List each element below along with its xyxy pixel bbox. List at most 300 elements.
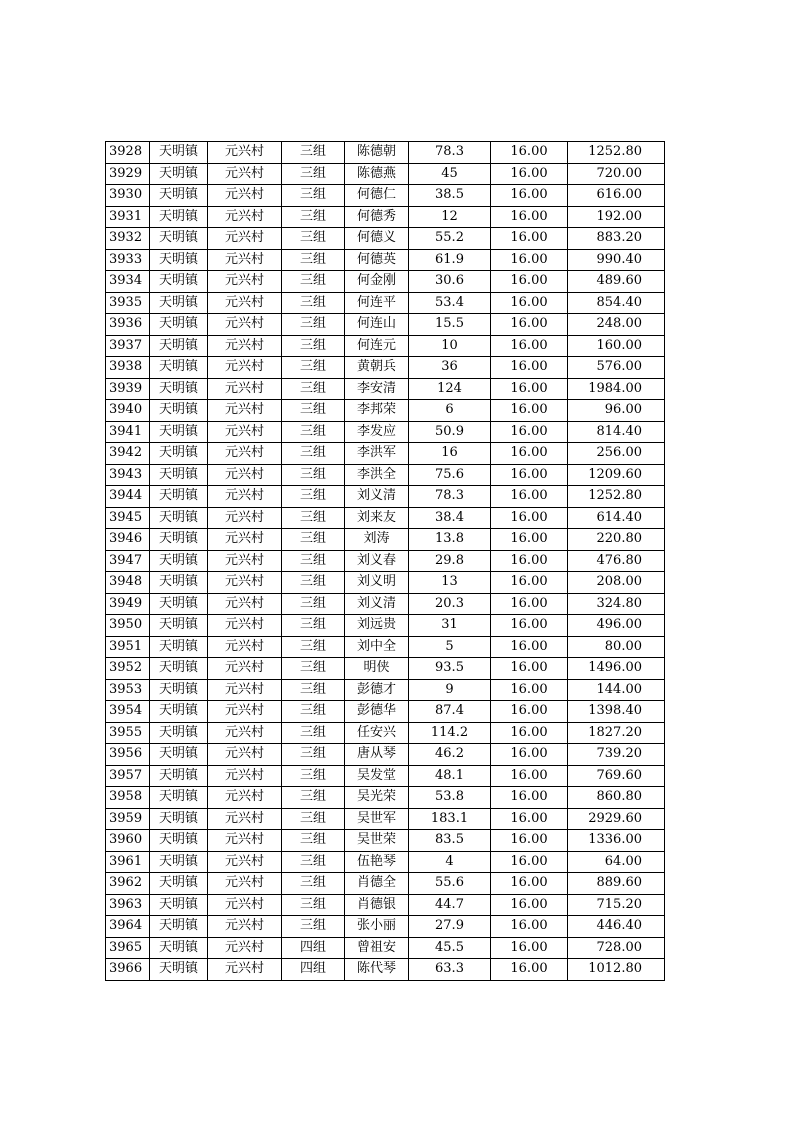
cell-serial-no: 3934: [106, 271, 150, 293]
cell-group: 三组: [282, 851, 345, 873]
cell-rate: 16.00: [491, 142, 568, 164]
cell-name: 唐从琴: [345, 744, 409, 766]
cell-rate: 16.00: [491, 357, 568, 379]
cell-village: 元兴村: [208, 529, 282, 551]
cell-village: 元兴村: [208, 636, 282, 658]
cell-area: 27.9: [409, 916, 491, 938]
cell-name: 刘义清: [345, 593, 409, 615]
cell-serial-no: 3965: [106, 937, 150, 959]
table-row: [106, 550, 665, 572]
cell-town: 天明镇: [150, 593, 208, 615]
cell-name: 何德义: [345, 228, 409, 250]
cell-amount: 720.00: [568, 163, 665, 185]
cell-name: 吴光荣: [345, 787, 409, 809]
cell-name: 刘义春: [345, 550, 409, 572]
table-row: [106, 787, 665, 809]
cell-name: 李安清: [345, 378, 409, 400]
table-row: [106, 701, 665, 723]
cell-serial-no: 3966: [106, 959, 150, 981]
cell-area: 83.5: [409, 830, 491, 852]
cell-name: 刘来友: [345, 507, 409, 529]
cell-name: 李邦荣: [345, 400, 409, 422]
table-body: [106, 142, 665, 981]
cell-amount: 739.20: [568, 744, 665, 766]
cell-village: 元兴村: [208, 722, 282, 744]
cell-rate: 16.00: [491, 335, 568, 357]
cell-area: 20.3: [409, 593, 491, 615]
cell-group: 三组: [282, 808, 345, 830]
cell-amount: 324.80: [568, 593, 665, 615]
table-row: [106, 615, 665, 637]
cell-group: 三组: [282, 228, 345, 250]
cell-town: 天明镇: [150, 464, 208, 486]
cell-name: 肖德全: [345, 873, 409, 895]
cell-serial-no: 3960: [106, 830, 150, 852]
cell-group: 三组: [282, 916, 345, 938]
table-row: [106, 529, 665, 551]
table-row: [106, 421, 665, 443]
cell-name: 明侠: [345, 658, 409, 680]
cell-village: 元兴村: [208, 249, 282, 271]
cell-town: 天明镇: [150, 873, 208, 895]
cell-group: 三组: [282, 722, 345, 744]
cell-serial-no: 3932: [106, 228, 150, 250]
cell-rate: 16.00: [491, 550, 568, 572]
cell-amount: 248.00: [568, 314, 665, 336]
cell-town: 天明镇: [150, 851, 208, 873]
cell-village: 元兴村: [208, 658, 282, 680]
cell-town: 天明镇: [150, 744, 208, 766]
cell-rate: 16.00: [491, 421, 568, 443]
cell-amount: 889.60: [568, 873, 665, 895]
cell-name: 何德秀: [345, 206, 409, 228]
cell-village: 元兴村: [208, 851, 282, 873]
cell-town: 天明镇: [150, 486, 208, 508]
cell-town: 天明镇: [150, 894, 208, 916]
cell-village: 元兴村: [208, 314, 282, 336]
cell-name: 何连元: [345, 335, 409, 357]
table-row: [106, 163, 665, 185]
cell-amount: 476.80: [568, 550, 665, 572]
cell-town: 天明镇: [150, 378, 208, 400]
cell-area: 9: [409, 679, 491, 701]
cell-serial-no: 3930: [106, 185, 150, 207]
cell-village: 元兴村: [208, 292, 282, 314]
cell-village: 元兴村: [208, 615, 282, 637]
cell-name: 刘义明: [345, 572, 409, 594]
cell-village: 元兴村: [208, 830, 282, 852]
table-row: [106, 314, 665, 336]
cell-rate: 16.00: [491, 744, 568, 766]
cell-rate: 16.00: [491, 378, 568, 400]
cell-group: 三组: [282, 572, 345, 594]
cell-town: 天明镇: [150, 271, 208, 293]
cell-area: 46.2: [409, 744, 491, 766]
cell-group: 三组: [282, 357, 345, 379]
cell-name: 何连山: [345, 314, 409, 336]
cell-town: 天明镇: [150, 937, 208, 959]
cell-amount: 1984.00: [568, 378, 665, 400]
cell-group: 三组: [282, 701, 345, 723]
subsidy-register-table: [105, 141, 665, 981]
cell-amount: 220.80: [568, 529, 665, 551]
cell-name: 刘涛: [345, 529, 409, 551]
cell-group: 三组: [282, 830, 345, 852]
cell-rate: 16.00: [491, 292, 568, 314]
cell-rate: 16.00: [491, 464, 568, 486]
cell-town: 天明镇: [150, 357, 208, 379]
cell-town: 天明镇: [150, 443, 208, 465]
cell-amount: 715.20: [568, 894, 665, 916]
cell-serial-no: 3950: [106, 615, 150, 637]
cell-group: 三组: [282, 486, 345, 508]
cell-name: 伍艳琴: [345, 851, 409, 873]
cell-rate: 16.00: [491, 400, 568, 422]
table-row: [106, 679, 665, 701]
cell-rate: 16.00: [491, 808, 568, 830]
cell-serial-no: 3953: [106, 679, 150, 701]
cell-area: 50.9: [409, 421, 491, 443]
cell-rate: 16.00: [491, 271, 568, 293]
cell-serial-no: 3946: [106, 529, 150, 551]
cell-serial-no: 3940: [106, 400, 150, 422]
cell-amount: 614.40: [568, 507, 665, 529]
cell-area: 93.5: [409, 658, 491, 680]
cell-name: 李洪军: [345, 443, 409, 465]
cell-village: 元兴村: [208, 443, 282, 465]
cell-amount: 496.00: [568, 615, 665, 637]
cell-village: 元兴村: [208, 894, 282, 916]
cell-group: 三组: [282, 765, 345, 787]
cell-town: 天明镇: [150, 228, 208, 250]
cell-town: 天明镇: [150, 550, 208, 572]
cell-town: 天明镇: [150, 314, 208, 336]
cell-area: 45.5: [409, 937, 491, 959]
cell-serial-no: 3963: [106, 894, 150, 916]
cell-serial-no: 3956: [106, 744, 150, 766]
cell-area: 61.9: [409, 249, 491, 271]
cell-town: 天明镇: [150, 249, 208, 271]
cell-serial-no: 3935: [106, 292, 150, 314]
cell-rate: 16.00: [491, 228, 568, 250]
cell-village: 元兴村: [208, 744, 282, 766]
cell-town: 天明镇: [150, 830, 208, 852]
cell-amount: 96.00: [568, 400, 665, 422]
table-row: [106, 937, 665, 959]
cell-rate: 16.00: [491, 894, 568, 916]
cell-group: 三组: [282, 443, 345, 465]
cell-village: 元兴村: [208, 185, 282, 207]
cell-village: 元兴村: [208, 357, 282, 379]
cell-group: 三组: [282, 142, 345, 164]
cell-amount: 446.40: [568, 916, 665, 938]
table-row: [106, 572, 665, 594]
cell-rate: 16.00: [491, 486, 568, 508]
cell-area: 75.6: [409, 464, 491, 486]
cell-serial-no: 3944: [106, 486, 150, 508]
cell-town: 天明镇: [150, 636, 208, 658]
cell-area: 36: [409, 357, 491, 379]
cell-town: 天明镇: [150, 400, 208, 422]
table-row: [106, 808, 665, 830]
cell-rate: 16.00: [491, 722, 568, 744]
cell-town: 天明镇: [150, 765, 208, 787]
cell-amount: 990.40: [568, 249, 665, 271]
cell-serial-no: 3945: [106, 507, 150, 529]
cell-serial-no: 3949: [106, 593, 150, 615]
table-row: [106, 335, 665, 357]
cell-town: 天明镇: [150, 335, 208, 357]
cell-name: 刘远贵: [345, 615, 409, 637]
table-row: [106, 400, 665, 422]
cell-serial-no: 3929: [106, 163, 150, 185]
cell-name: 彭德华: [345, 701, 409, 723]
cell-name: 吴世荣: [345, 830, 409, 852]
cell-serial-no: 3931: [106, 206, 150, 228]
cell-name: 何连平: [345, 292, 409, 314]
cell-rate: 16.00: [491, 830, 568, 852]
cell-rate: 16.00: [491, 851, 568, 873]
cell-name: 黄朝兵: [345, 357, 409, 379]
cell-rate: 16.00: [491, 529, 568, 551]
cell-group: 三组: [282, 249, 345, 271]
cell-amount: 814.40: [568, 421, 665, 443]
cell-village: 元兴村: [208, 593, 282, 615]
cell-group: 三组: [282, 636, 345, 658]
cell-serial-no: 3955: [106, 722, 150, 744]
cell-town: 天明镇: [150, 722, 208, 744]
cell-amount: 1398.40: [568, 701, 665, 723]
cell-serial-no: 3951: [106, 636, 150, 658]
cell-group: 三组: [282, 615, 345, 637]
cell-name: 李洪全: [345, 464, 409, 486]
cell-village: 元兴村: [208, 873, 282, 895]
cell-amount: 1496.00: [568, 658, 665, 680]
cell-area: 78.3: [409, 486, 491, 508]
table-row: [106, 249, 665, 271]
cell-amount: 192.00: [568, 206, 665, 228]
cell-rate: 16.00: [491, 206, 568, 228]
table-row: [106, 185, 665, 207]
cell-serial-no: 3948: [106, 572, 150, 594]
cell-amount: 1827.20: [568, 722, 665, 744]
cell-serial-no: 3954: [106, 701, 150, 723]
cell-town: 天明镇: [150, 142, 208, 164]
cell-amount: 883.20: [568, 228, 665, 250]
cell-serial-no: 3939: [106, 378, 150, 400]
cell-serial-no: 3941: [106, 421, 150, 443]
cell-group: 三组: [282, 464, 345, 486]
cell-area: 55.6: [409, 873, 491, 895]
cell-rate: 16.00: [491, 163, 568, 185]
cell-amount: 854.40: [568, 292, 665, 314]
cell-rate: 16.00: [491, 615, 568, 637]
cell-group: 三组: [282, 314, 345, 336]
table-row: [106, 443, 665, 465]
cell-area: 53.8: [409, 787, 491, 809]
table-row: [106, 378, 665, 400]
cell-town: 天明镇: [150, 701, 208, 723]
cell-rate: 16.00: [491, 636, 568, 658]
cell-area: 16: [409, 443, 491, 465]
cell-group: 三组: [282, 507, 345, 529]
cell-group: 三组: [282, 271, 345, 293]
cell-name: 何德仁: [345, 185, 409, 207]
cell-amount: 1209.60: [568, 464, 665, 486]
cell-group: 三组: [282, 335, 345, 357]
cell-rate: 16.00: [491, 787, 568, 809]
cell-town: 天明镇: [150, 185, 208, 207]
cell-amount: 160.00: [568, 335, 665, 357]
cell-area: 30.6: [409, 271, 491, 293]
cell-area: 63.3: [409, 959, 491, 981]
cell-town: 天明镇: [150, 529, 208, 551]
cell-serial-no: 3928: [106, 142, 150, 164]
cell-area: 4: [409, 851, 491, 873]
cell-group: 四组: [282, 937, 345, 959]
cell-area: 13.8: [409, 529, 491, 551]
cell-village: 元兴村: [208, 701, 282, 723]
cell-town: 天明镇: [150, 292, 208, 314]
cell-village: 元兴村: [208, 228, 282, 250]
cell-serial-no: 3959: [106, 808, 150, 830]
cell-amount: 208.00: [568, 572, 665, 594]
cell-town: 天明镇: [150, 959, 208, 981]
cell-village: 元兴村: [208, 378, 282, 400]
cell-area: 53.4: [409, 292, 491, 314]
cell-rate: 16.00: [491, 916, 568, 938]
cell-village: 元兴村: [208, 206, 282, 228]
cell-village: 元兴村: [208, 142, 282, 164]
table-row: [106, 142, 665, 164]
cell-group: 三组: [282, 292, 345, 314]
table-row: [106, 357, 665, 379]
cell-group: 三组: [282, 894, 345, 916]
table-row: [106, 593, 665, 615]
cell-serial-no: 3958: [106, 787, 150, 809]
table-row: [106, 658, 665, 680]
cell-village: 元兴村: [208, 572, 282, 594]
table-row: [106, 486, 665, 508]
cell-group: 三组: [282, 378, 345, 400]
table-row: [106, 206, 665, 228]
cell-amount: 256.00: [568, 443, 665, 465]
cell-name: 张小丽: [345, 916, 409, 938]
cell-serial-no: 3938: [106, 357, 150, 379]
cell-village: 元兴村: [208, 421, 282, 443]
cell-group: 三组: [282, 658, 345, 680]
cell-rate: 16.00: [491, 507, 568, 529]
cell-name: 陈德朝: [345, 142, 409, 164]
table-row: [106, 507, 665, 529]
table-row: [106, 851, 665, 873]
cell-area: 29.8: [409, 550, 491, 572]
cell-name: 何金刚: [345, 271, 409, 293]
cell-town: 天明镇: [150, 916, 208, 938]
cell-area: 48.1: [409, 765, 491, 787]
cell-name: 吴发堂: [345, 765, 409, 787]
cell-name: 曾祖安: [345, 937, 409, 959]
table-row: [106, 744, 665, 766]
cell-name: 李发应: [345, 421, 409, 443]
cell-town: 天明镇: [150, 206, 208, 228]
cell-name: 刘中全: [345, 636, 409, 658]
cell-town: 天明镇: [150, 615, 208, 637]
cell-name: 陈代琴: [345, 959, 409, 981]
cell-village: 元兴村: [208, 400, 282, 422]
cell-area: 15.5: [409, 314, 491, 336]
cell-group: 三组: [282, 400, 345, 422]
cell-amount: 769.60: [568, 765, 665, 787]
cell-village: 元兴村: [208, 464, 282, 486]
cell-rate: 16.00: [491, 679, 568, 701]
cell-village: 元兴村: [208, 163, 282, 185]
cell-serial-no: 3961: [106, 851, 150, 873]
cell-amount: 2929.60: [568, 808, 665, 830]
cell-name: 彭德才: [345, 679, 409, 701]
cell-amount: 80.00: [568, 636, 665, 658]
cell-area: 44.7: [409, 894, 491, 916]
cell-area: 55.2: [409, 228, 491, 250]
cell-amount: 489.60: [568, 271, 665, 293]
cell-rate: 16.00: [491, 658, 568, 680]
cell-village: 元兴村: [208, 507, 282, 529]
cell-amount: 1012.80: [568, 959, 665, 981]
table-row: [106, 765, 665, 787]
cell-area: 10: [409, 335, 491, 357]
cell-area: 183.1: [409, 808, 491, 830]
cell-area: 78.3: [409, 142, 491, 164]
cell-village: 元兴村: [208, 679, 282, 701]
cell-rate: 16.00: [491, 249, 568, 271]
cell-amount: 1252.80: [568, 486, 665, 508]
cell-village: 元兴村: [208, 335, 282, 357]
table-row: [106, 228, 665, 250]
cell-town: 天明镇: [150, 787, 208, 809]
cell-group: 三组: [282, 593, 345, 615]
cell-area: 124: [409, 378, 491, 400]
cell-village: 元兴村: [208, 808, 282, 830]
cell-rate: 16.00: [491, 937, 568, 959]
cell-rate: 16.00: [491, 443, 568, 465]
table-row: [106, 959, 665, 981]
cell-name: 肖德银: [345, 894, 409, 916]
cell-serial-no: 3952: [106, 658, 150, 680]
cell-town: 天明镇: [150, 507, 208, 529]
cell-group: 三组: [282, 421, 345, 443]
cell-name: 刘义清: [345, 486, 409, 508]
cell-town: 天明镇: [150, 658, 208, 680]
cell-serial-no: 3947: [106, 550, 150, 572]
cell-area: 38.4: [409, 507, 491, 529]
cell-serial-no: 3933: [106, 249, 150, 271]
cell-area: 13: [409, 572, 491, 594]
cell-group: 三组: [282, 550, 345, 572]
cell-name: 任安兴: [345, 722, 409, 744]
cell-group: 三组: [282, 185, 345, 207]
table-row: [106, 271, 665, 293]
table-row: [106, 873, 665, 895]
table-row: [106, 636, 665, 658]
cell-amount: 616.00: [568, 185, 665, 207]
cell-amount: 728.00: [568, 937, 665, 959]
cell-name: 何德英: [345, 249, 409, 271]
cell-area: 38.5: [409, 185, 491, 207]
cell-amount: 144.00: [568, 679, 665, 701]
cell-town: 天明镇: [150, 679, 208, 701]
cell-town: 天明镇: [150, 421, 208, 443]
table-row: [106, 722, 665, 744]
